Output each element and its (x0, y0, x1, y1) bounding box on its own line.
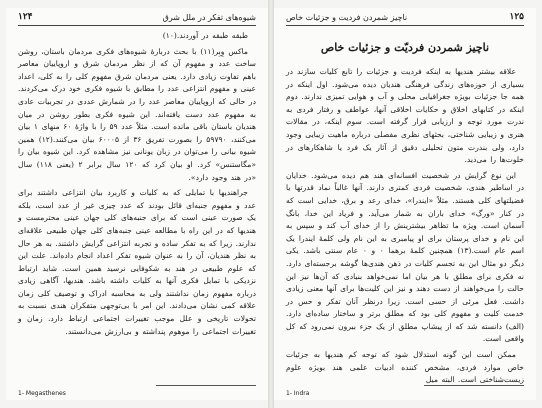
chapter-title: ناچیز شمردن فردیّت و جزئیات خاص (320, 41, 490, 54)
right-running-head: ناچیز شمردن فردیت و جزئیات خاص (286, 12, 408, 22)
left-paragraph: جراهندیها با تمایلی که به کلیات و کاربرد بیان انتزاعی داشتند برای عدد و مفهوم جنبه‌ای قائل بودند که عدد چیزی غیر از عدد است، بلکه یک صورت عینی است که برای جنبه‌های کلی جهان عینی محترمست و هندیها که در این راه با مطالعه عینی جنبه‌های کلی جهان طبیعی علاقه‌ای ندارند. زیرا که به تفکر ساده و تجربه انتزاعی گرایش داشتند. به هر حال به نظر هندیان، آن را به عنوان شیوه تفکر اعداد انجام داده‌اند. علت این که علوم طبیعی در هند به شکوفایی نرسید همین است. شاید ارتباط نزدیکی با تمایل فکری آنها به کلیات داشته باشد. هندیها، آگاهی زیادی درباره مفهوم زمان نداشتند ولی به محاسبه ادراک و توصیف کلی زمان علاقه کمی نشان می‌دادند. این امر با بی‌توجهی متفکران هندی نسبت به تحولات تاریخی و علل موجب تغییرات اجتماعی ارتباط دارد. زمان و تغییرات اجتماعی را موهوم پنداشته و بی‌ارزش می‌دانستند. (18, 188, 256, 336)
right-page (274, 8, 536, 400)
left-paragraph: ماکس وِبِر(۱۱) با بحث دربارهٔ شیوه‌های فکری مردمان باستان، روشن ساخت عدد و مفهوم آن که از نظر مردمان شرق و اروپاییان معاصر باهم تفاوت زیادی دارد. یعنی مردمان شرق مفهوم کلی را به کلی، اعداد عینی و مفهوم انتزاعی عدد را مطابق با شیوه فکری خود درک می‌کردند. در حالی که اروپاییان معاصر عدد را در شمارش عددی در تجربیات عادی به مفهوم عدد دست یافته‌اند. این شیوه فکری بطور روشن در میان هندیان باستان باقی مانده است. مثلاً عدد ۵۹ را با واژهٔ ۶۰ منهای ۱ بیان می‌کنند، ۵۹۷۹۰ را بصورت تفریق ۳۶ از ۶۰۰۰۵ بیان می‌کنند.(۱۲) همین شیوه بیانی را می‌توان در زبان یونانی نیز مشاهده کرد. این شیوه بیان را «مگاستنس» کرد. او بیان کرد که ۱۲۰ سال برابر ۲ (یعنی ۱۱۸) سال «در هند وجود دارد». (18, 46, 256, 182)
left-paragraph: طبقه طبقه در آوردند.(۱۰) (162, 31, 248, 40)
left-footnote: 1- Megasthenes (18, 390, 66, 397)
right-page-number: ۱۲۵ (509, 12, 524, 22)
right-page-header (286, 10, 524, 24)
right-body-text (286, 66, 524, 390)
right-paragraph: علاقه بیشتر هندیها به اینکه فردیت و جزئیات را تابع کلیات سازند در بسیاری از حوزه‌های زندگی فرهنگی هندیان دیده می‌شود. اول اینکه در همه جا جزئیات بویژه جغرافیایی محلی و آب و هوایی تمیزی ندارند. دوم اینکه در کتابهای اخلاق و حکایات اخلاقی آنها، عواطف و رفتار فردی به ندرت مورد توجه و ارزیابی قرار گرفته است. سوم اینکه، در مقالات هنری و زیبایی شناختی، بحثهای نظری مفصلی درباره ماهیت زیبایی وجود دارد، ولی بندرت متون تحلیلی دقیق از آثار یک فرد یا شاهکارهای در خلوت‌ها را می‌دید. (286, 67, 524, 165)
left-body-text (18, 30, 256, 341)
right-header-rule (286, 25, 524, 26)
left-header-rule (18, 25, 256, 26)
right-paragraph: این نوع گرایش در شخصیت افسانه‌ای هند هم دیده می‌شود. خدایان در اساطیر هندی، شخصیت فردی کمتری دارند. آنها غالباً نماد قدرتها یا فضیلتهای کلی هستند. مثلاً «ایندرا»، خدای رعد و برق، خدایی است که در کنار «ورگ» خدای باران به شمار می‌آید. و فریاد این خدا، بانگ آسمان است. ویژه ما تظاهر بیشترینش را از خدای آب کند و سپس به این نام و خدای پرستان برای او پیامبری به این نام ولی کلمهٔ ایندرا یک اسم عام است.(۱۳) همچنین کلمهٔ برهما ۰ و ۰ عام سنتی باشد. یکی دیگر دو مثال این به تجسم کلیات در ذهن هندی‌ها گوشه برجسته‌ای دارد. نه فکری برای مطلق با هر بیان اما نمی‌خواهد بنیادی که آن‌ها نیز این حالت را می‌خواهند از دست دهند و نیز این کلیت‌ها برای آنها معنی زیادی داشت. فعل مرئی از حسی است. زیرا درنظر آنان تفکر و حس در خدمت کلیت و مفهوم کلی بود که مطلق برتر و ساختار ساده‌ای دارد.(الف) دانسته شد که از پیشاپ مطلق از یک جزء بیرون نمی‌رود که کل واقعی است. (286, 170, 524, 344)
left-page-header (18, 10, 256, 24)
left-footnote-rule (156, 385, 256, 386)
left-running-head: شیوه‌های تفکر در ملل شرق (162, 12, 256, 22)
right-paragraph: ممکن است این گونه استدلال شود که توجه کم هندیها به جزئیات خاص موارد فردی، مشخص کننده ادبیات علمی هند بویژه علوم زیست‌شناختی است. البته میل (286, 350, 524, 385)
left-page-number: ۱۲۴ (18, 12, 33, 22)
right-footnote-rule (424, 385, 524, 386)
right-footnote: 1- Indra (286, 390, 310, 397)
left-page (6, 8, 268, 400)
